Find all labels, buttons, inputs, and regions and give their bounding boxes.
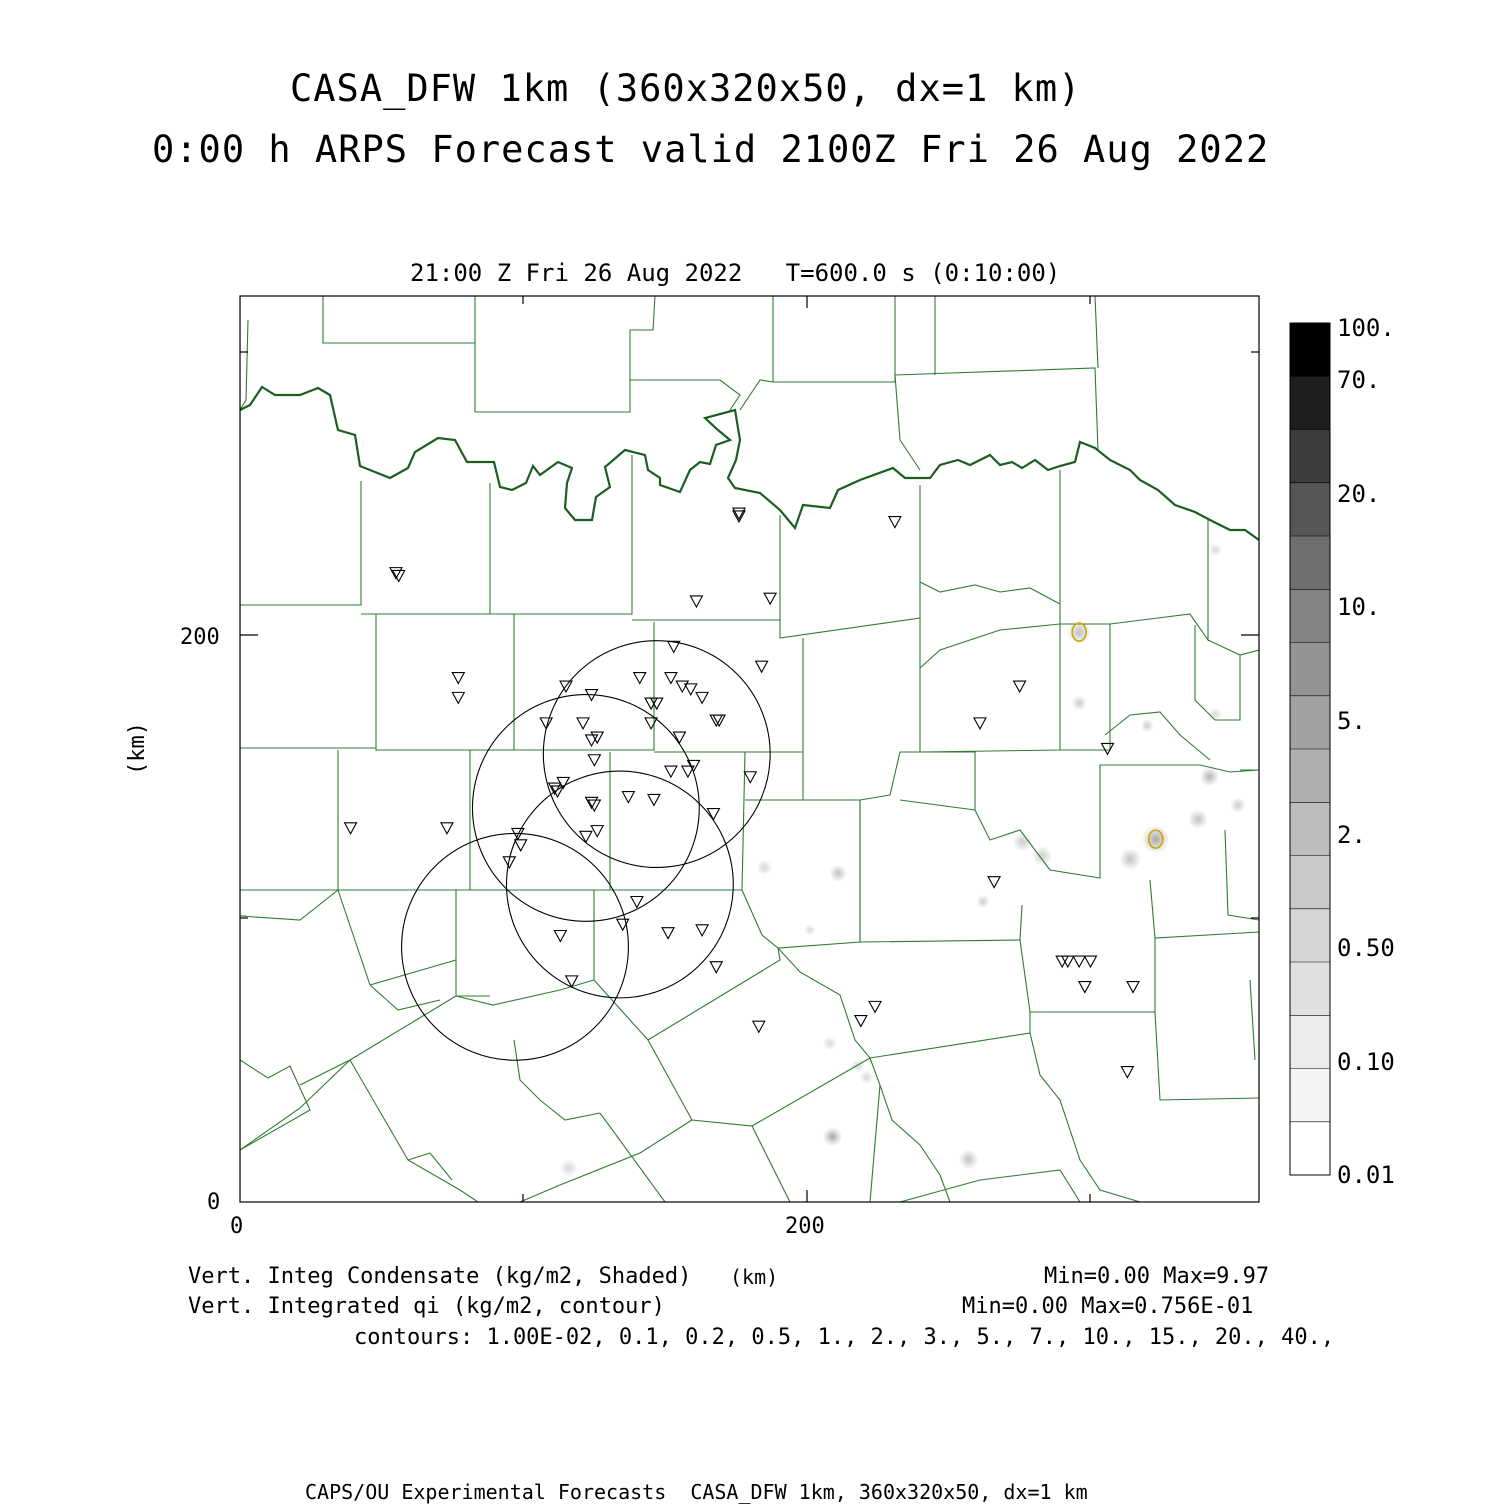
footer-field-2: Vert. Integrated qi (kg/m2, contour) [188,1294,665,1319]
axis-ticks [240,296,1259,1202]
condensate-shade [981,899,985,903]
station-marker [855,1016,867,1027]
station-marker [591,826,603,837]
station-marker [1079,982,1091,993]
main-title-line-2: 0:00 h ARPS Forecast valid 2100Z Fri 26 Aug 2022 [152,128,1270,171]
state-border [240,387,1259,540]
colorbar-swatch [1290,962,1330,1016]
condensate-shade [1213,547,1218,552]
qi-contours [1072,623,1163,848]
footer-field-2-range: Min=0.00 Max=0.756E-01 [962,1294,1254,1319]
station-marker [634,673,646,684]
colorbar-label: 2. [1337,821,1366,849]
colorbar-swatch [1290,643,1330,697]
station-marker [554,931,566,942]
station-marker [690,596,702,607]
station-marker [733,511,745,522]
colorbar-label: 70. [1337,366,1381,394]
colorbar-swatch [1290,909,1330,963]
y-tick-200: 200 [180,625,220,650]
x-axis-label: (km) [730,1265,779,1289]
condensate-shade [1236,803,1241,808]
station-marker [696,925,708,936]
footer-credit: CAPS/OU Experimental Forecasts CASA_DFW 1km, 360x320x50, dx=1 km [305,1480,1088,1504]
condensate-shade [1077,701,1082,706]
station-marker [1073,956,1085,967]
station-marker [869,1001,881,1012]
station-marker [710,962,722,973]
condensate-shade [565,1165,572,1172]
station-marker [889,517,901,528]
station-marker [452,673,464,684]
station-marker [753,1021,765,1032]
footer-field-1-range: Min=0.00 Max=9.97 [1044,1264,1270,1289]
station-marker [665,673,677,684]
station-marker [580,831,592,842]
station-marker [441,823,453,834]
station-marker [591,732,603,743]
condensate-shade [1207,775,1211,779]
colorbar-swatch [1290,376,1330,430]
condensate-shade [1196,817,1201,822]
county-boundaries [240,296,1259,1202]
condensate-shade [1145,724,1149,728]
colorbar-swatch [1290,802,1330,856]
plot-frame [240,296,1259,1202]
colorbar-swatch [1290,1069,1330,1123]
colorbar [1290,323,1330,1176]
station-marker [1127,982,1139,993]
y-axis-label: (km) [125,722,150,775]
colorbar-label: 20. [1337,480,1381,508]
main-title-line-1: CASA_DFW 1km (360x320x50, dx=1 km) [290,67,1082,110]
condensate-shade [827,1041,832,1046]
station-marker [665,766,677,777]
y-tick-0: 0 [207,1190,221,1215]
colorbar-swatch [1290,749,1330,803]
colorbar-swatch [1290,430,1330,484]
condensate-shade [1153,837,1158,842]
condensate-shade [864,1075,869,1080]
colorbar-swatch [1290,1015,1330,1069]
colorbar-swatch [1290,589,1330,643]
station-marker [685,684,697,695]
station-marker [756,661,768,672]
colorbar-label: 5. [1337,707,1366,735]
condensate-shade [808,928,812,932]
station-marker [645,718,657,729]
station-marker [631,896,643,907]
station-marker [1085,956,1097,967]
station-marker [452,692,464,703]
colorbar-swatch [1290,696,1330,750]
station-marker [345,823,357,834]
condensate-shade [761,864,767,870]
station-marker [744,772,756,783]
condensate-shade [966,1157,971,1162]
colorbar-swatch [1290,536,1330,590]
colorbar-label: 0.10 [1337,1048,1395,1076]
colorbar-label: 100. [1337,314,1395,342]
colorbar-swatch [1290,1122,1330,1176]
station-marker [988,877,1000,888]
station-marker [577,718,589,729]
station-marker [696,692,708,703]
radar-range-ring [543,641,770,868]
footer-contours: contours: 1.00E-02, 0.1, 0.2, 0.5, 1., 2., 3., 5., 7., 10., 15., 20., 40., [354,1325,1335,1350]
station-marker [662,928,674,939]
station-marker [588,755,600,766]
footer-field-1: Vert. Integ Condensate (kg/m2, Shaded) [188,1264,692,1289]
station-marker [515,840,527,851]
condensate-shade [1019,839,1025,845]
station-marker [648,794,660,805]
colorbar-swatch [1290,323,1330,377]
plot-subtitle: 21:00 Z Fri 26 Aug 2022 T=600.0 s (0:10:00) [410,259,1061,287]
radar-range-rings [402,641,771,1061]
colorbar-swatch [1290,856,1330,910]
station-marker [1014,681,1026,692]
colorbar-swatch [1290,483,1330,537]
station-marker [974,718,986,729]
colorbar-label: 0.01 [1337,1161,1395,1189]
x-tick-200: 200 [785,1214,825,1239]
condensate-shading [561,544,1245,1176]
condensate-shade [1213,712,1218,717]
station-marker [1102,743,1114,754]
station-marker [1121,1067,1133,1078]
condensate-shade [1127,856,1132,861]
station-marker [764,593,776,604]
x-tick-0: 0 [230,1214,244,1239]
colorbar-label: 0.50 [1337,934,1395,962]
condensate-shade [836,871,840,875]
condensate-shade [831,1135,835,1139]
colorbar-label: 10. [1337,593,1381,621]
station-marker [622,792,634,803]
observation-stations [345,508,1139,1077]
condensate-shade [1076,629,1082,635]
